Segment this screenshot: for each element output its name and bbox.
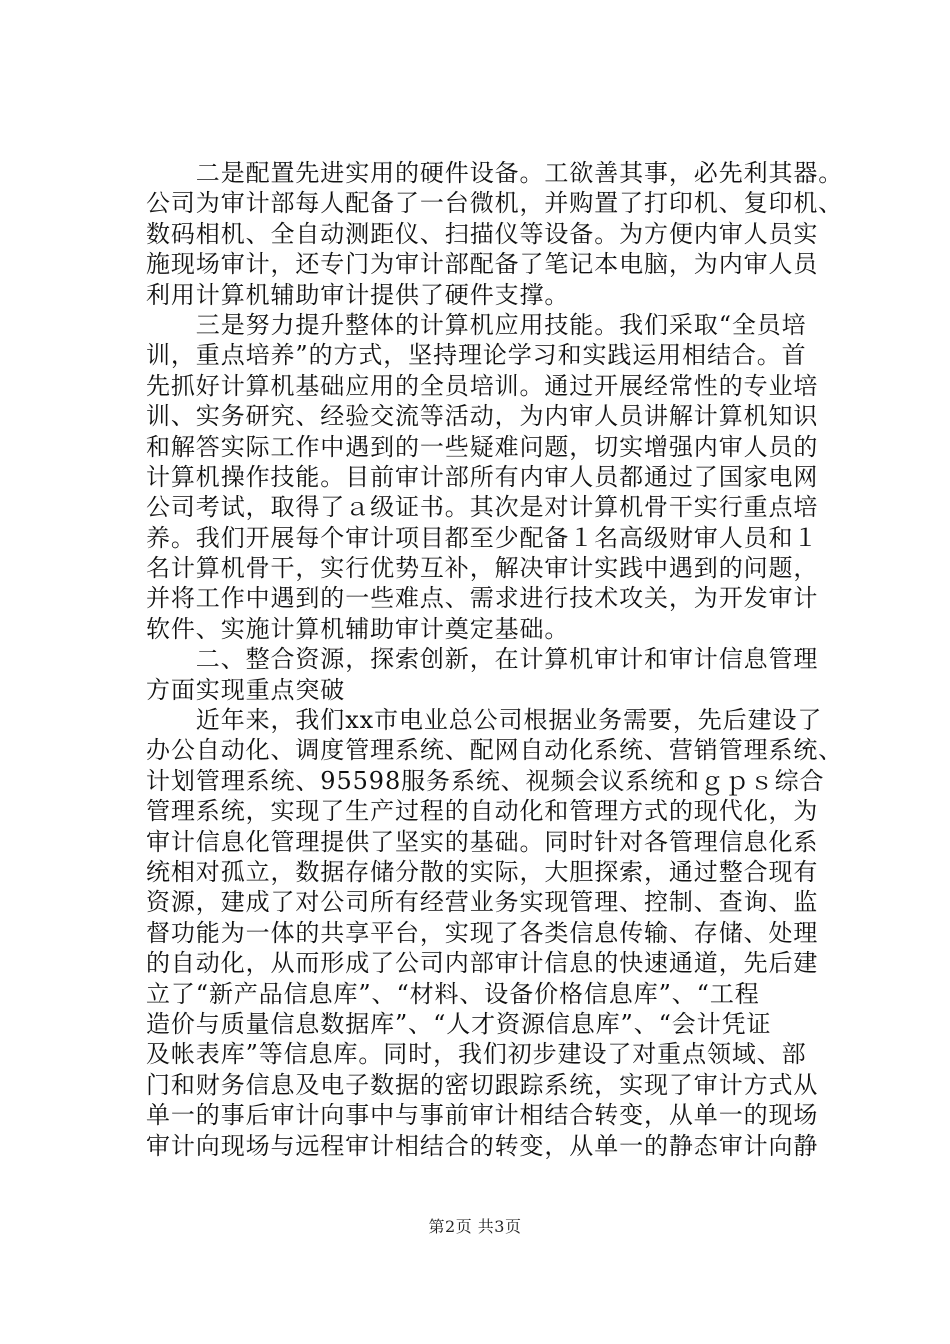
text-line: 立了“新产品信息库”、“材料、设备价格信息库”、“工程 [146,979,760,1008]
text-line: 管理系统，实现了生产过程的自动化和管理方式的现代化，为 [146,797,819,826]
text-line: 督功能为一体的共享平台，实现了各类信息传输、存储、处理 [146,918,819,947]
text-line: 计算机操作技能。目前审计部所有内审人员都通过了国家电网 [146,462,819,491]
text-line: 训、实务研究、经验交流等活动，为内审人员讲解计算机知识 [146,402,819,431]
text-line: 施现场审计，还专门为审计部配备了笔记本电脑，为内审人员 [146,250,819,279]
section-heading-line: 二、整合资源，探索创新，在计算机审计和审计信息管理 [146,645,819,674]
text-line: 公司考试，取得了ａ级证书。其次是对计算机骨干实行重点培 [146,493,819,522]
text-line: 近年来，我们xx市电业总公司根据业务需要，先后建设了 [146,706,823,735]
text-line: 计划管理系统、95598服务系统、视频会议系统和ｇｐｓ综合 [146,766,825,795]
text-line: 并将工作中遇到的一些难点、需求进行技术攻关，为开发审计 [146,584,819,613]
page-number-footer: 第2页 共3页 [428,1217,522,1236]
text-line: 审计向现场与远程审计相结合的转变，从单一的静态审计向静 [146,1131,819,1160]
text-line: 的自动化，从而形成了公司内部审计信息的快速通道，先后建 [146,949,819,978]
text-line: 名计算机骨干，实行优势互补，解决审计实践中遇到的问题， [146,554,819,583]
text-line: 办公自动化、调度管理系统、配网自动化系统、营销管理系统、 [146,736,844,765]
text-line: 二是配置先进实用的硬件设备。工欲善其事，必先利其器。 [146,159,844,187]
body-text [146,158,846,1161]
text-line: 公司为审计部每人配备了一台微机，并购置了打印机、复印机、 [146,189,844,218]
text-line: 数码相机、全自动测距仪、扫描仪等设备。为方便内审人员实 [146,219,819,248]
text-line: 统相对孤立，数据存储分散的实际，大胆探索，通过整合现有 [146,857,819,886]
text-line: 审计信息化管理提供了坚实的基础。同时针对各管理信息化系 [146,827,819,856]
text-line: 及帐表库”等信息库。同时，我们初步建设了对重点领域、部 [146,1040,807,1069]
text-line: 先抓好计算机基础应用的全员培训。通过开展经常性的专业培 [146,371,819,400]
text-line: 和解答实际工作中遇到的一些疑难问题，切实增强内审人员的 [146,432,819,461]
text-line: 养。我们开展每个审计项目都至少配备１名高级财审人员和１ [146,523,819,552]
text-line: 训，重点培养”的方式，坚持理论学习和实践运用相结合。首 [146,341,807,370]
text-line: 利用计算机辅助审计提供了硬件支撑。 [146,280,570,309]
text-line: 三是努力提升整体的计算机应用技能。我们采取“全员培 [146,310,807,339]
text-line: 门和财务信息及电子数据的密切跟踪系统，实现了审计方式从 [146,1070,819,1099]
section-heading-line: 方面实现重点突破 [146,675,346,704]
text-line: 资源，建成了对公司所有经营业务实现管理、控制、查询、监 [146,888,819,917]
text-line: 单一的事后审计向事中与事前审计相结合转变，从单一的现场 [146,1101,819,1130]
text-line: 造价与质量信息数据库”、“人才资源信息库”、“会计凭证 [146,1009,772,1038]
text-line: 软件、实施计算机辅助审计奠定基础。 [146,614,570,643]
